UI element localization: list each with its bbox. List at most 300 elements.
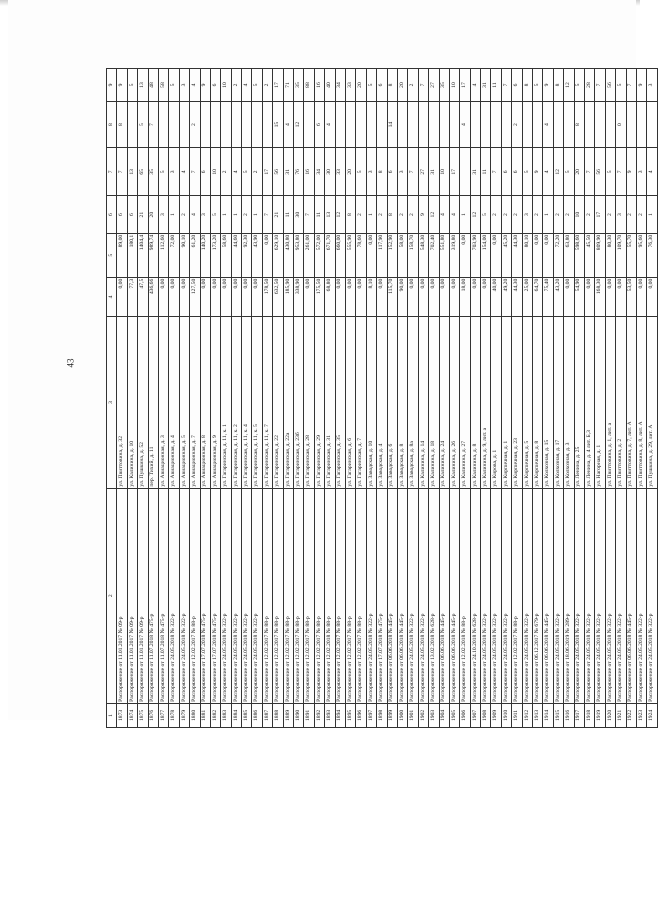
table-row: [481, 69, 491, 728]
table-cell: 1913: [533, 703, 543, 727]
table-cell: Распоряжение от 11.01.2017 № 09-р: [138, 488, 148, 703]
table-cell: 1875: [138, 703, 148, 727]
table-cell: 1918: [584, 703, 594, 727]
table-cell: 4: [179, 148, 189, 196]
table-cell: ул. Гагаринская, д. 11, к. 7: [262, 317, 272, 488]
table-cell: 809,90: [595, 233, 605, 277]
table-cell: 7: [408, 148, 418, 196]
table-cell: 7: [584, 148, 594, 196]
table-cell: [127, 102, 137, 148]
table-cell: 1904: [439, 703, 449, 727]
table-row: [304, 69, 314, 728]
table-cell: 3: [636, 148, 646, 196]
table-cell: 10: [449, 69, 459, 102]
table-cell: 11: [481, 148, 491, 196]
table-cell: 8,10: [366, 277, 376, 317]
table-cell: Распоряжение от 24.05.2018 № 322-р: [179, 488, 189, 703]
table-cell: 3: [200, 196, 210, 233]
table-row: [231, 69, 241, 728]
table-cell: ул. Гагаринская, д. 23б: [294, 317, 304, 488]
table-cell: 0,00: [460, 233, 470, 277]
table-cell: 598,60: [574, 233, 584, 277]
table-cell: 1883: [221, 703, 231, 727]
table-cell: 58,60: [221, 233, 231, 277]
table-cell: 4: [460, 102, 470, 148]
table-cell: [481, 102, 491, 148]
table-cell: [221, 102, 231, 148]
table-cell: 7: [190, 148, 200, 196]
table-cell: 4: [647, 148, 657, 196]
table-cell: 1923: [636, 703, 646, 727]
table-cell: Распоряжение от 24.05.2018 № 322-р: [491, 488, 501, 703]
table-cell: 58,00: [397, 233, 407, 277]
table-cell: 4: [231, 148, 241, 196]
table-cell: 1921: [616, 703, 626, 727]
table-cell: 0,00: [117, 277, 127, 317]
table-cell: Распоряжение от 24.05.2018 № 322-р: [231, 488, 241, 703]
table-cell: ул. Гагаринская, д. 31: [325, 317, 335, 488]
table-cell: 158,70: [408, 233, 418, 277]
table-cell: 0,00: [408, 277, 418, 317]
table-row: [127, 69, 137, 728]
table-cell: [595, 102, 605, 148]
header-cell: 1: [107, 703, 117, 727]
table-cell: 31: [429, 148, 439, 196]
table-cell: 2: [605, 196, 615, 233]
table-cell: 10: [221, 69, 231, 102]
table-cell: 16: [304, 148, 314, 196]
table-cell: 9: [200, 69, 210, 102]
table-cell: Распоряжение от 24.05.2018 № 322-р: [242, 488, 252, 703]
table-cell: ул. Авиационная, д. 5: [179, 317, 189, 488]
table-cell: 4: [543, 148, 553, 196]
table-cell: 8: [345, 196, 355, 233]
table-row: [179, 69, 189, 728]
table-cell: 9: [626, 148, 636, 196]
table-cell: 44,30: [512, 233, 522, 277]
table-cell: 0: [616, 102, 626, 148]
table-cell: 63,80: [564, 233, 574, 277]
table-cell: 5: [533, 69, 543, 102]
table-cell: Распоряжение от 17.07.2018 № 475-р: [210, 488, 220, 703]
table-cell: 12: [429, 196, 439, 233]
table-cell: 2: [397, 196, 407, 233]
table-cell: 8: [377, 148, 387, 196]
table-cell: 40: [325, 69, 335, 102]
table-cell: 0,00: [200, 277, 210, 317]
table-cell: ул. Кирпичная, д. 23: [512, 317, 522, 488]
table-cell: 1888: [273, 703, 283, 727]
table-cell: 56: [273, 148, 283, 196]
table-cell: [377, 102, 387, 148]
table-cell: ул. Авиационная, д. 9: [210, 317, 220, 488]
table-cell: 0,00: [169, 277, 179, 317]
table-row: [262, 69, 272, 728]
table-cell: ул. Заводская, д. 8а: [408, 317, 418, 488]
table-cell: 76,30: [647, 233, 657, 277]
table-cell: 1898: [377, 703, 387, 727]
table-row: [533, 69, 543, 728]
table-row: [501, 69, 511, 728]
table-cell: Распоряжение от 12.02.2017 № 88-р: [262, 488, 272, 703]
table-cell: 319,80: [449, 233, 459, 277]
table-cell: 8: [117, 102, 127, 148]
table-cell: 0,00: [158, 277, 168, 317]
table-cell: Распоряжение от 13.02.2018 № 628-р: [429, 488, 439, 703]
table-cell: 0,00: [449, 277, 459, 317]
table-cell: 6: [210, 69, 220, 102]
table-cell: 1907: [470, 703, 480, 727]
table-cell: 1: [543, 196, 553, 233]
table-cell: Распоряжение от 24.05.2018 № 322-р: [169, 488, 179, 703]
table-cell: 71: [283, 69, 293, 102]
table-cell: Распоряжение от 17.07.2018 № 475-р: [200, 488, 210, 703]
table-cell: ул. Нагорная, д. 1: [595, 317, 605, 488]
table-cell: 1897: [366, 703, 376, 727]
table-cell: 4: [190, 69, 200, 102]
table-cell: 1: [460, 196, 470, 233]
table-cell: [408, 102, 418, 148]
table-row: [470, 69, 480, 728]
header-cell: 4: [107, 277, 117, 317]
table-cell: 64,70: [533, 277, 543, 317]
table-cell: 17: [262, 148, 272, 196]
table-cell: 1895: [345, 703, 355, 727]
table-row: [148, 69, 158, 728]
table-cell: 95,60: [636, 233, 646, 277]
table-cell: 72,00: [169, 233, 179, 277]
table-cell: ул. Гагаринская, д. 6: [345, 317, 355, 488]
table-cell: 168,30: [595, 277, 605, 317]
table-cell: ул. Калинина, д. 18: [429, 317, 439, 488]
table-row: [325, 69, 335, 728]
table-cell: 4: [190, 196, 200, 233]
table-cell: 1900: [397, 703, 407, 727]
table-cell: 2: [408, 196, 418, 233]
table-row: [408, 69, 418, 728]
table-cell: 9: [418, 196, 428, 233]
table-cell: Распоряжение от 11.01.2017 № 09-р: [127, 488, 137, 703]
table-cell: 1915: [553, 703, 563, 727]
table-cell: 28: [584, 69, 594, 102]
table-cell: Распоряжение от 12.02.2017 № 88-р: [273, 488, 283, 703]
table-cell: ул. Калинина, д. 27: [460, 317, 470, 488]
table-cell: 1916: [564, 703, 574, 727]
register-table: [106, 68, 658, 728]
table-cell: 1880: [190, 703, 200, 727]
table-cell: 14: [387, 102, 397, 148]
table-cell: Распоряжение от 12.02.2017 № 88-р: [304, 488, 314, 703]
table-cell: 703,90: [470, 233, 480, 277]
table-cell: ул. Гагаринская, д. 7: [356, 317, 366, 488]
table-cell: 1914: [543, 703, 553, 727]
table-cell: 1924: [647, 703, 657, 727]
table-cell: 53,50: [626, 277, 636, 317]
table-cell: ул. Пвиттовина, д. 7, лит. А: [626, 317, 636, 488]
table-row: [314, 69, 324, 728]
table-cell: [429, 102, 439, 148]
table-cell: Распоряжение от 11.07.2018 № 475-р: [158, 488, 168, 703]
table-row: [158, 69, 168, 728]
table-cell: 8: [522, 69, 532, 102]
table-row: [626, 69, 636, 728]
table-cell: 17: [595, 196, 605, 233]
table-cell: ул. Колхозная, д. 15: [543, 317, 553, 488]
table-row: [387, 69, 397, 728]
table-cell: 140,20: [200, 233, 210, 277]
table-cell: 75,40: [543, 277, 553, 317]
table-cell: [439, 102, 449, 148]
table-cell: Распоряжение от 24.05.2018 № 322-р: [605, 488, 615, 703]
table-cell: Распоряжение от 24.05.2018 № 322-р: [221, 488, 231, 703]
table-cell: 44,30: [512, 277, 522, 317]
table-cell: 1878: [169, 703, 179, 727]
table-cell: 0,00: [616, 277, 626, 317]
table-cell: 15: [273, 102, 283, 148]
table-cell: 2: [564, 196, 574, 233]
table-cell: 17: [449, 148, 459, 196]
table-cell: Распоряжение от 11.01.2017 № 09-р: [117, 488, 127, 703]
table-cell: Распоряжение от 06.06.2018 № 445-р: [387, 488, 397, 703]
table-cell: 1885: [242, 703, 252, 727]
table-cell: 12: [564, 69, 574, 102]
table-cell: 1909: [491, 703, 501, 727]
table-cell: 7: [616, 148, 626, 196]
table-cell: 2: [491, 196, 501, 233]
table-cell: 0,00: [491, 233, 501, 277]
table-cell: [158, 102, 168, 148]
table-cell: 21: [138, 196, 148, 233]
table-row: [252, 69, 262, 728]
table-cell: 5: [574, 69, 584, 102]
table-cell: ул. Пвиттовина, д. 32: [117, 317, 127, 488]
table-cell: [491, 102, 501, 148]
table-cell: 5: [616, 69, 626, 102]
table-cell: 4: [470, 69, 480, 102]
table-cell: 43,20: [553, 277, 563, 317]
table-cell: 0,00: [304, 277, 314, 317]
table-row: [449, 69, 459, 728]
table-cell: Распоряжение от 24.05.2018 № 322-р: [553, 488, 563, 703]
table-cell: ул. Калинина, д. 9, лит. а: [481, 317, 491, 488]
table-cell: 13: [325, 196, 335, 233]
table-cell: 2: [356, 196, 366, 233]
table-cell: 20: [356, 69, 366, 102]
table-row: [335, 69, 345, 728]
table-cell: 4: [543, 102, 553, 148]
table-cell: 5: [127, 69, 137, 102]
table-cell: 3: [366, 148, 376, 196]
table-cell: ул. Гагаринская, д. 29: [314, 317, 324, 488]
table-cell: 20: [574, 148, 584, 196]
table-cell: 3: [647, 69, 657, 102]
table-cell: 1902: [418, 703, 428, 727]
table-cell: 0,00: [564, 277, 574, 317]
table-row: [169, 69, 179, 728]
table-cell: 671,70: [325, 233, 335, 277]
table-cell: Распоряжение от 12.02.2018 № 88-р: [325, 488, 335, 703]
table-cell: ул. Авиационная, д. 3: [158, 317, 168, 488]
table-cell: Распоряжение от 24.05.2018 № 322-р: [616, 488, 626, 703]
table-cell: 0,00: [418, 277, 428, 317]
table-cell: 3: [169, 148, 179, 196]
header-cell: 6: [107, 196, 117, 233]
table-cell: 0,00: [345, 277, 355, 317]
table-cell: 173,20: [210, 233, 220, 277]
table-cell: Распоряжение от 12.02.2017 № 88-р: [335, 488, 345, 703]
table-row: [294, 69, 304, 728]
table-cell: 5: [210, 196, 220, 233]
table-cell: 0,00: [262, 233, 272, 277]
table-cell: ул. Заводская, д. 6: [387, 317, 397, 488]
table-row: [636, 69, 646, 728]
table-cell: 43,90: [252, 233, 262, 277]
table-cell: 6: [387, 148, 397, 196]
table-cell: Распоряжение от 24.05.2018 № 322-р: [481, 488, 491, 703]
table-cell: ул. Гагаринская, д. 22а: [283, 317, 293, 488]
header-cell: 8: [107, 102, 117, 148]
table-row: [397, 69, 407, 728]
table-cell: Распоряжение от 12.02.2017 № 88-р: [283, 488, 293, 703]
table-cell: 20: [148, 196, 158, 233]
table-header-row: [107, 69, 117, 728]
table-cell: 0,00: [605, 277, 615, 317]
table-cell: 2: [408, 69, 418, 102]
table-cell: 0,00: [366, 233, 376, 277]
table-cell: 30: [294, 196, 304, 233]
table-cell: Распоряжение от 24.05.2018 № 322-р: [595, 488, 605, 703]
table-cell: 0,00: [584, 277, 594, 317]
table-cell: 7: [491, 148, 501, 196]
table-cell: 1887: [262, 703, 272, 727]
table-cell: 8: [387, 196, 397, 233]
table-cell: 660,00: [335, 233, 345, 277]
table-cell: ул. Калинина, д. 10: [127, 317, 137, 488]
table-cell: 261,00: [304, 233, 314, 277]
table-row: [200, 69, 210, 728]
table-cell: ул. Пушкина, д. 29, лит. А: [647, 317, 657, 488]
table-cell: [366, 102, 376, 148]
table-cell: 1905: [449, 703, 459, 727]
table-row: [616, 69, 626, 728]
table-cell: 629,10: [273, 233, 283, 277]
table-row: [210, 69, 220, 728]
table-cell: 6: [200, 148, 210, 196]
table-cell: Распоряжение от 24.05.2018 № 322-р: [574, 488, 584, 703]
table-cell: 35: [439, 69, 449, 102]
table-cell: [501, 102, 511, 148]
table-cell: 0,00: [439, 277, 449, 317]
table-cell: 68,80: [325, 277, 335, 317]
table-cell: Распоряжение от 06.06.2018 № 445-р: [449, 488, 459, 703]
table-cell: Распоряжение от 12.02.2017 № 88-р: [294, 488, 304, 703]
table-cell: 10: [439, 148, 449, 196]
table-cell: 175,50: [314, 277, 324, 317]
header-cell: 7: [107, 148, 117, 196]
table-cell: 0,00: [231, 277, 241, 317]
table-cell: 2: [512, 102, 522, 148]
table-cell: 80,30: [605, 233, 615, 277]
table-cell: 1876: [148, 703, 158, 727]
table-cell: 47,5: [138, 277, 148, 317]
table-cell: [179, 102, 189, 148]
table-row: [522, 69, 532, 728]
table-cell: [636, 102, 646, 148]
table-row: [242, 69, 252, 728]
table-cell: 5: [138, 102, 148, 148]
table-cell: 3: [616, 196, 626, 233]
table-cell: Распоряжение от 06.06.2018 № 445-р: [397, 488, 407, 703]
table-cell: 1920: [605, 703, 615, 727]
table-cell: 0,00: [252, 277, 262, 317]
table-cell: 1893: [325, 703, 335, 727]
table-cell: 13: [138, 69, 148, 102]
table-cell: [553, 102, 563, 148]
table-cell: 1912: [522, 703, 532, 727]
table-cell: 0,00: [533, 233, 543, 277]
table-cell: ул. Заводская, д. 4: [377, 317, 387, 488]
table-cell: 2: [553, 196, 563, 233]
table-cell: 9: [543, 69, 553, 102]
table-cell: 2: [512, 196, 522, 233]
table-cell: пер. Тихий, д. 11: [148, 317, 158, 488]
table-cell: ул. Гагаринская, д. 11, к. 2: [231, 317, 241, 488]
table-cell: 33: [335, 148, 345, 196]
table-cell: 6: [117, 196, 127, 233]
table-cell: 989,74: [148, 233, 158, 277]
table-cell: 572,00: [314, 233, 324, 277]
table-cell: ул. Гагаринская, д. 11, к. 5: [252, 317, 262, 488]
table-cell: 1903: [429, 703, 439, 727]
table-cell: 48: [148, 69, 158, 102]
table-row: [574, 69, 584, 728]
table-cell: 20: [397, 69, 407, 102]
table-cell: 12: [294, 102, 304, 148]
table-cell: 16: [314, 69, 324, 102]
table-cell: [397, 102, 407, 148]
table-cell: 77,3: [127, 277, 137, 317]
table-cell: Распоряжение от 24.05.2018 № 322-р: [418, 488, 428, 703]
table-cell: 0,00: [470, 277, 480, 317]
table-cell: ул. Ленина, д. 25: [574, 317, 584, 488]
table-cell: 6: [501, 148, 511, 196]
table-cell: 0,00: [221, 277, 231, 317]
table-cell: Распоряжение от 24.05.2018 № 322-р: [647, 488, 657, 703]
table-cell: 6: [127, 196, 137, 233]
table-cell: 2: [626, 196, 636, 233]
table-cell: 6: [314, 102, 324, 148]
table-cell: 2: [377, 196, 387, 233]
table-row: [647, 69, 657, 728]
table-cell: 1: [221, 196, 231, 233]
table-cell: Распоряжение от 24.10.2018 № 628-р: [470, 488, 480, 703]
table-cell: 0,00: [242, 277, 252, 317]
table-cell: 2: [533, 196, 543, 233]
table-cell: 9: [636, 69, 646, 102]
table-cell: 6: [377, 69, 387, 102]
table-cell: 1: [169, 196, 179, 233]
table-cell: 1908: [481, 703, 491, 727]
table-cell: 0,00: [481, 277, 491, 317]
table-cell: 109,70: [616, 233, 626, 277]
table-cell: 56: [595, 148, 605, 196]
table-cell: 5: [252, 69, 262, 102]
table-cell: 1873: [117, 703, 127, 727]
table-cell: Распоряжение от 06.06.2018 № 445-р: [626, 488, 636, 703]
table-cell: 551,80: [439, 233, 449, 277]
table-cell: 1906: [460, 703, 470, 727]
table-cell: 0,00: [210, 277, 220, 317]
